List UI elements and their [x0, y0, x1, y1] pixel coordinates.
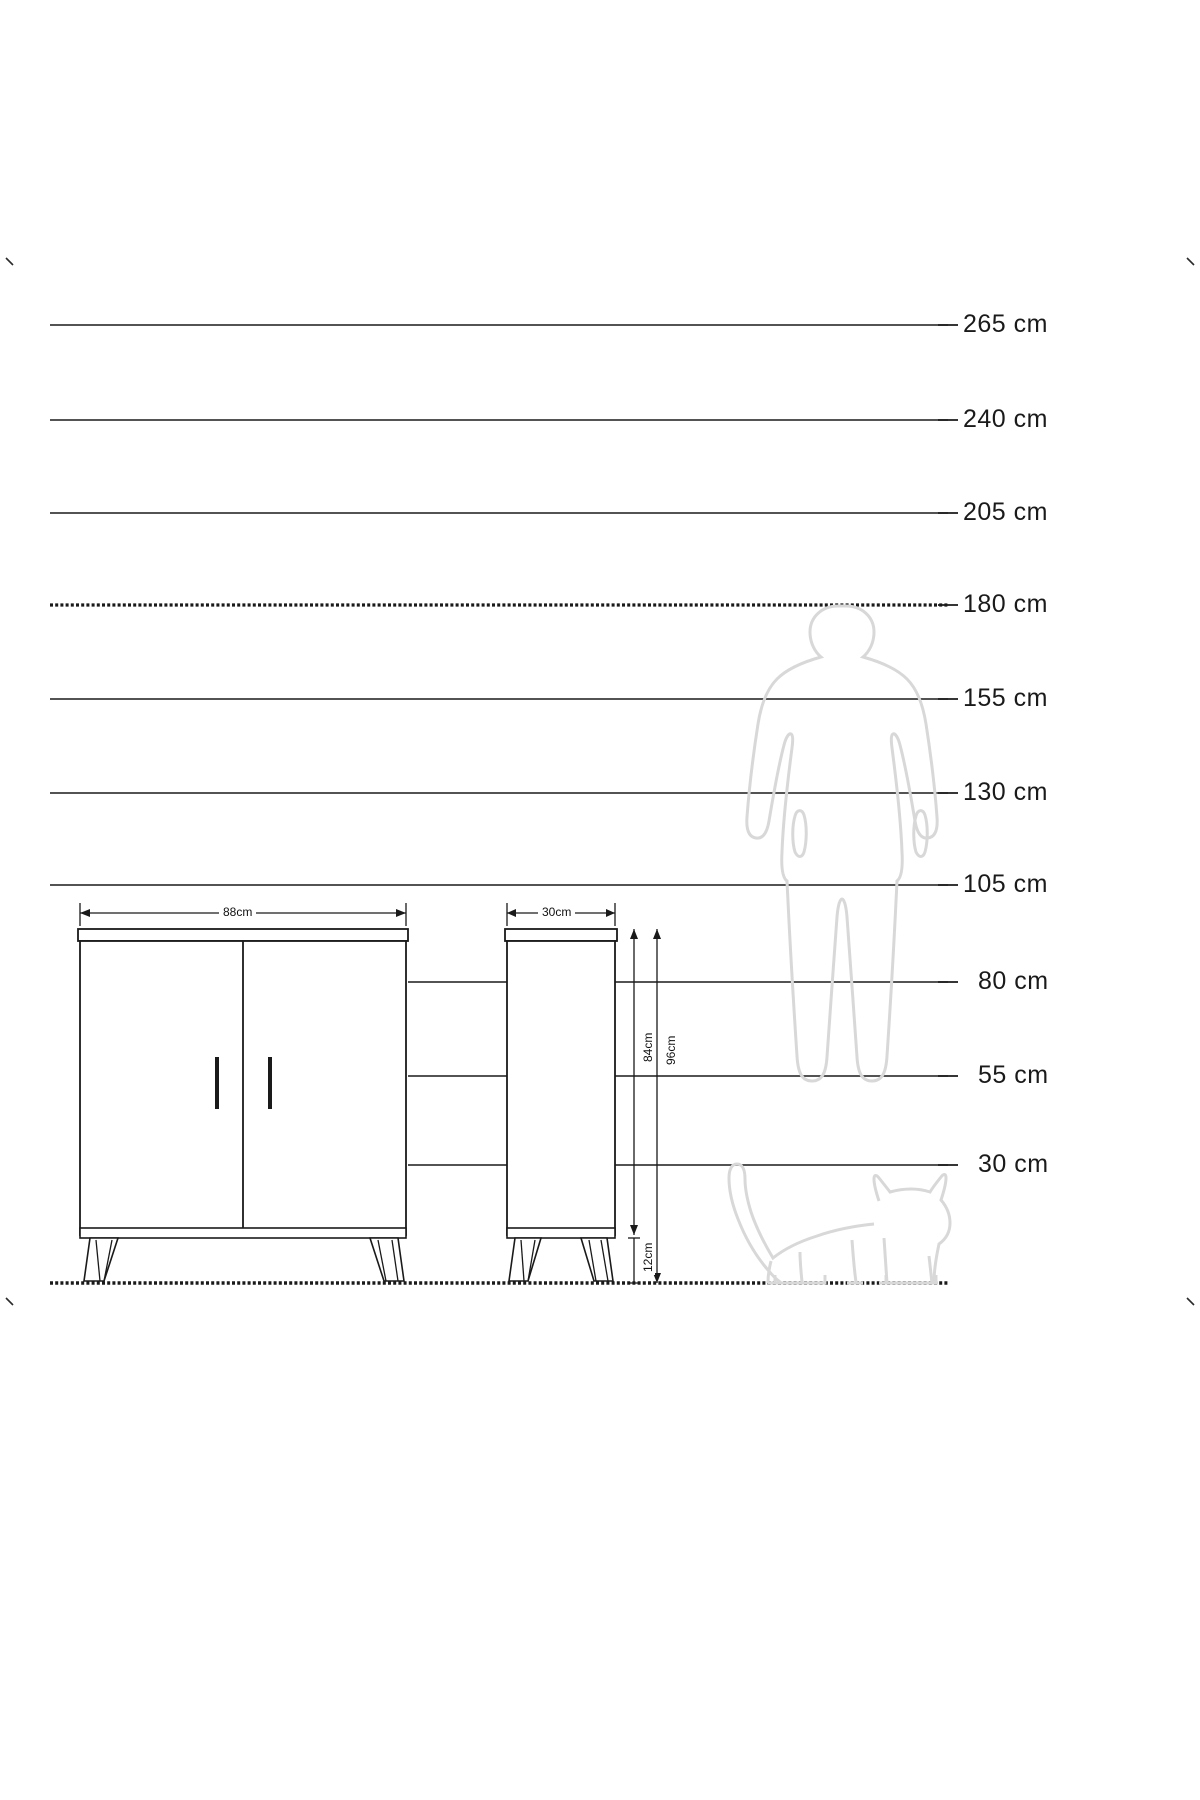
dimension-label-84cm: 84cm: [641, 1030, 655, 1065]
dimension-label-30cm: 30cm: [538, 905, 575, 919]
level-label-130: 130 cm: [963, 778, 1048, 806]
cabinet-handle-left: [215, 1057, 219, 1109]
level-label-80: 80 cm: [978, 967, 1049, 995]
dimension-label-88cm: 88cm: [219, 905, 256, 919]
level-label-105: 105 cm: [963, 870, 1048, 898]
narrow-cabinet: [505, 929, 617, 1281]
dimension-label-96cm: 96cm: [664, 1033, 678, 1068]
narrow-cabinet-legs: [509, 1238, 613, 1281]
cat-silhouette: [729, 1164, 950, 1283]
human-silhouette: [747, 606, 937, 1283]
dimension-12cm: [628, 1238, 640, 1283]
level-label-180: 180 cm: [963, 590, 1048, 618]
dimension-label-12cm: 12cm: [641, 1240, 655, 1275]
cabinet-handle-right: [268, 1057, 272, 1109]
dimension-84cm: [630, 929, 638, 1235]
level-label-55: 55 cm: [978, 1061, 1049, 1089]
level-label-265: 265 cm: [963, 310, 1048, 338]
cabinet-legs: [84, 1238, 404, 1281]
level-label-ticks: [938, 325, 958, 1165]
level-label-30: 30 cm: [978, 1150, 1049, 1178]
level-label-205: 205 cm: [963, 498, 1048, 526]
level-label-240: 240 cm: [963, 405, 1048, 433]
wide-cabinet: [78, 929, 408, 1281]
level-label-155: 155 cm: [963, 684, 1048, 712]
